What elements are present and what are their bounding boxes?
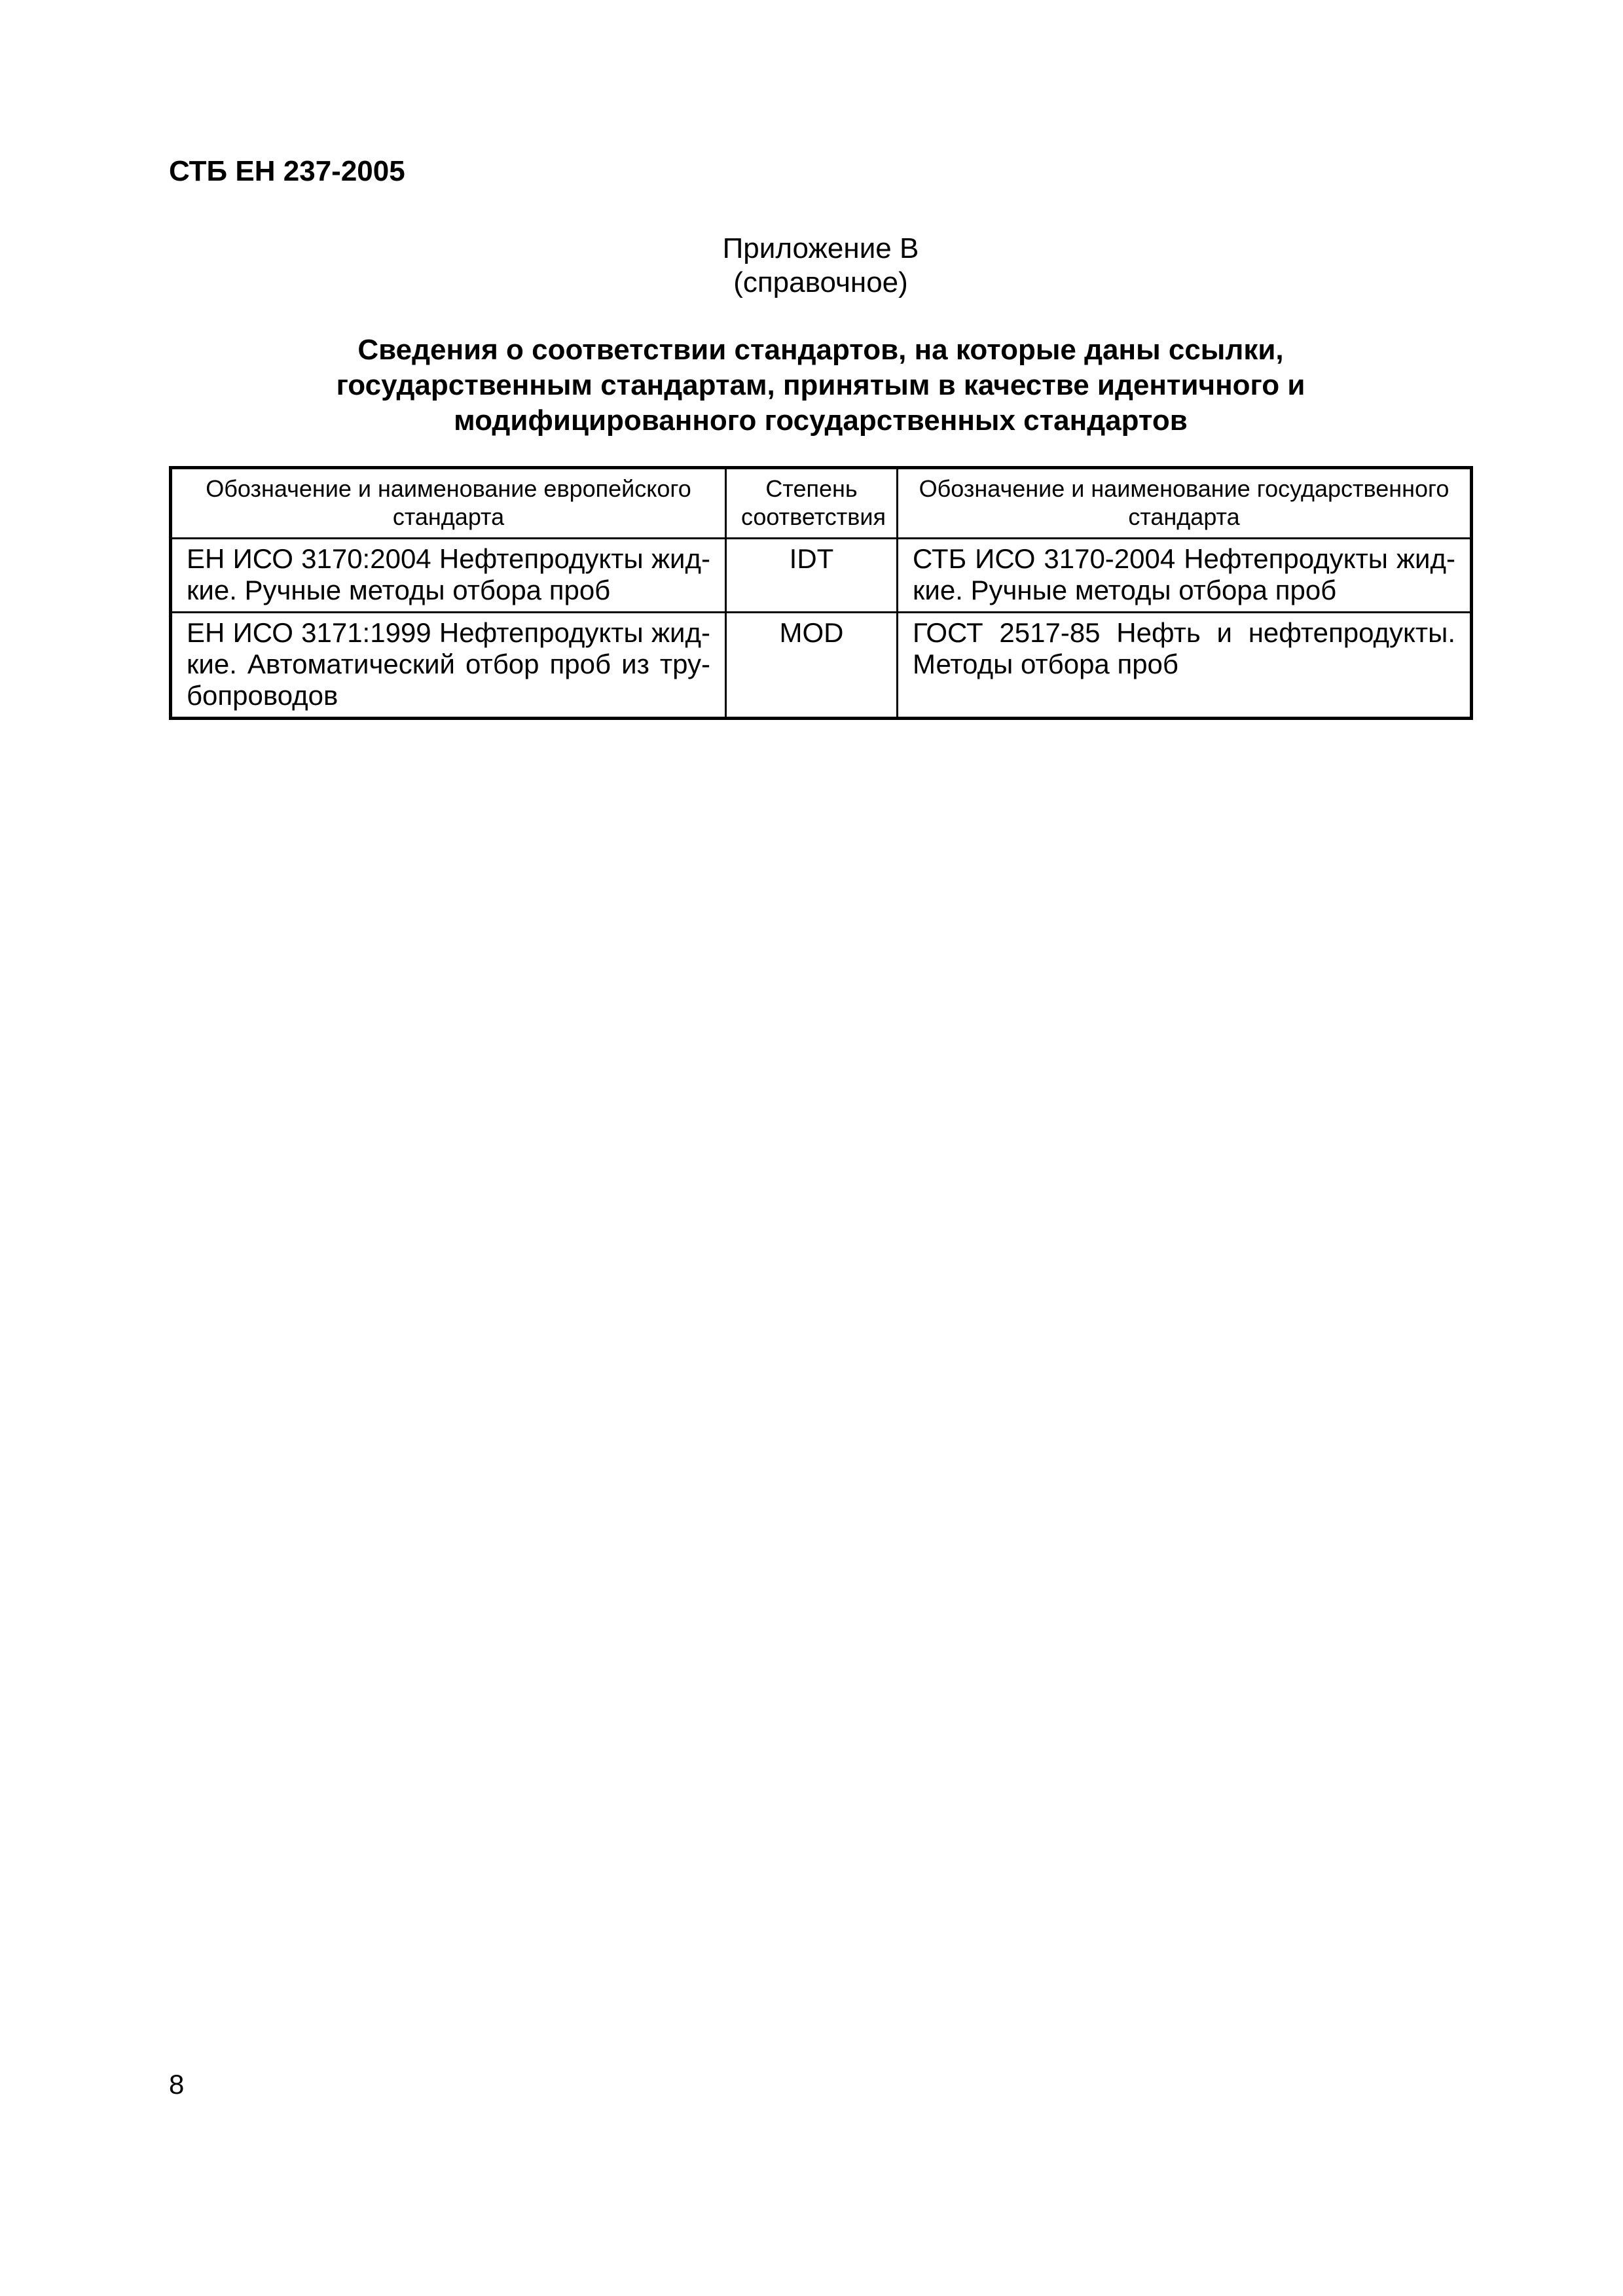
table-header-row	[171, 468, 1472, 539]
section-title-line: государственным стандартам, принятым в качестве идентичного и	[336, 369, 1305, 401]
cell-degree: IDT	[726, 539, 898, 613]
page-number: 8	[169, 2069, 185, 2100]
cell-national-standard: ГОСТ 2517-85 Нефть и нефтепродукты. Методы отбора проб	[898, 613, 1472, 719]
annex-heading	[169, 232, 1472, 300]
cell-european-standard: ЕН ИСО 3170:2004 Нефтепродукты жид-кие. Ручные методы отбора проб	[171, 539, 726, 613]
document-code: СТБ ЕН 237-2005	[169, 155, 405, 187]
header-european-standard: Обозначение и наименование европейского стандарта	[171, 468, 726, 539]
cell-european-standard: ЕН ИСО 3171:1999 Нефтепродукты жид-кие. Автоматический отбор проб из тру-бопроводов	[171, 613, 726, 719]
section-title-line: модифицированного государственных стандартов	[454, 404, 1188, 437]
cell-degree: MOD	[726, 613, 898, 719]
cell-national-standard: СТБ ИСО 3170-2004 Нефтепродукты жид-кие. Ручные методы отбора проб	[898, 539, 1472, 613]
header-national-standard: Обозначение и наименование государственного стандарта	[898, 468, 1472, 539]
annex-title: Приложение В	[722, 232, 919, 264]
header-degree-of-correspondence: Степень соответствия	[726, 468, 898, 539]
standards-correspondence-table	[169, 466, 1473, 720]
annex-kind: (справочное)	[733, 266, 908, 298]
section-title	[169, 332, 1472, 439]
table-row	[171, 539, 1472, 613]
section-title-line: Сведения о соответствии стандартов, на которые даны ссылки,	[357, 334, 1284, 366]
table-row	[171, 613, 1472, 719]
